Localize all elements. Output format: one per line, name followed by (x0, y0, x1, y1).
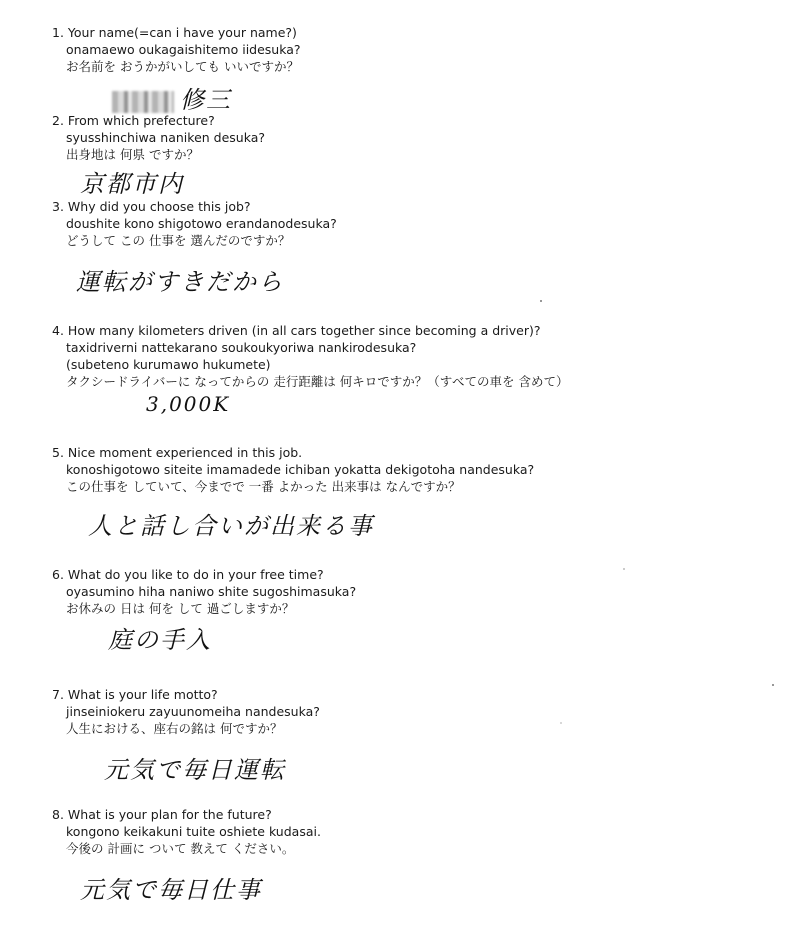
question-english: Nice moment experienced in this job. (67, 445, 303, 460)
question-romaji: jinseiniokeru zayuunomeiha nandesuka? (66, 704, 320, 719)
scan-speck (623, 568, 625, 570)
question-number: 7. (52, 687, 64, 702)
question-romaji: konoshigotowo siteite imamadede ichiban yokatta dekigotoha nandesuka? (66, 462, 535, 477)
question-7 (52, 686, 320, 737)
question-romaji-2: (subeteno kurumawo hukumete) (66, 357, 271, 372)
question-romaji: oyasumino hiha naniwo shite sugoshimasuka? (66, 584, 357, 599)
question-english: What is your life motto? (67, 687, 218, 702)
question-japanese: お休みの 日は 何を して 過ごしますか？ (66, 601, 295, 616)
question-english: What do you like to do in your free time? (67, 567, 324, 582)
scan-speck (560, 722, 562, 724)
question-romaji: syusshinchiwa naniken desuka? (66, 130, 266, 145)
question-6 (52, 566, 356, 617)
question-number: 1. (52, 25, 64, 40)
question-3 (52, 198, 337, 249)
question-romaji: onamaewo oukagaishitemo iidesuka? (66, 42, 301, 57)
question-number: 5. (52, 445, 64, 460)
answer-5: 人と話し合いが出来る事 (88, 512, 374, 540)
question-english: From which prefecture? (67, 113, 215, 128)
question-japanese: 今後の 計画に ついて 教えて ください。 (66, 841, 295, 856)
redacted-name-blur (112, 91, 174, 113)
question-japanese: この仕事を していて、今までで 一番 よかった 出来事は なんですか？ (66, 479, 461, 494)
question-2 (52, 112, 265, 163)
question-number: 8. (52, 807, 64, 822)
question-1 (52, 24, 301, 75)
question-4 (52, 322, 569, 390)
question-number: 2. (52, 113, 64, 128)
scan-speck (772, 684, 774, 686)
question-number: 6. (52, 567, 64, 582)
question-8 (52, 806, 321, 857)
answer-3: 運転がすきだから (76, 268, 284, 296)
question-romaji: kongono keikakuni tuite oshiete kudasai. (66, 824, 321, 839)
question-japanese: タクシードライバーに なってからの 走行距離は 何キロですか？（すべての車を 含めて） (66, 374, 569, 389)
question-5 (52, 444, 534, 495)
answer-8: 元気で毎日仕事 (80, 876, 262, 904)
question-english: Why did you choose this job? (67, 199, 251, 214)
question-japanese: どうして この 仕事を 選んだのですか？ (66, 233, 291, 248)
question-japanese: 出身地は 何県 ですか？ (66, 147, 199, 162)
question-english: What is your plan for the future? (67, 807, 272, 822)
question-romaji: taxidriverni nattekarano soukoukyoriwa nankirodesuka? (66, 340, 417, 355)
question-japanese: 人生における、座右の銘は 何ですか？ (66, 721, 283, 736)
scan-speck (540, 300, 542, 302)
answer-2: 京都市内 (80, 170, 184, 198)
question-english: Your name(=can i have your name?) (67, 25, 297, 40)
answer-1 (112, 80, 232, 115)
question-japanese: お名前を おうかがいしても いいですか？ (66, 59, 299, 74)
question-romaji: doushite kono shigotowo erandanodesuka? (66, 216, 337, 231)
answer-4: 3,000K (146, 392, 231, 416)
answer-6: 庭の手入 (108, 626, 212, 654)
question-number: 4. (52, 323, 64, 338)
answer-text: 修三 (180, 86, 232, 114)
question-english: How many kilometers driven (in all cars together since becoming a driver)? (67, 323, 541, 338)
question-number: 3. (52, 199, 64, 214)
answer-7: 元気で毎日運転 (104, 756, 286, 784)
